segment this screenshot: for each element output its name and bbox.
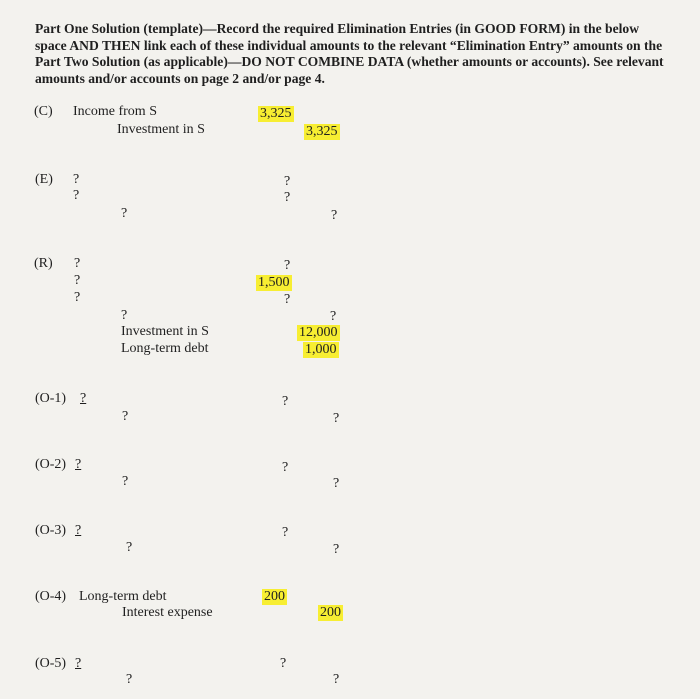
- entry-o1-debit-amount: ?: [282, 394, 289, 409]
- entry-r-debit-amount-2: 1,500: [258, 275, 290, 290]
- entry-r-debit-account-2: ?: [74, 273, 81, 288]
- entry-r-debit-amount-3: ?: [284, 292, 291, 307]
- entry-r-credit-account-3: Long-term debt: [121, 341, 209, 356]
- entry-o3-debit-account: ?: [75, 523, 82, 538]
- entry-o1-label: (O-1): [35, 391, 67, 406]
- entry-o5-debit-amount: ?: [280, 656, 287, 671]
- entry-o1-debit-account: ?: [80, 391, 87, 406]
- entry-o3-debit-amount: ?: [282, 525, 289, 540]
- entry-r-credit-account-1: ?: [121, 308, 128, 323]
- entry-r-credit-amount-1: ?: [330, 309, 337, 324]
- entry-o1-credit-account: ?: [122, 409, 129, 424]
- entry-o5-credit-amount: ?: [333, 672, 340, 687]
- entry-r-label: (R): [34, 256, 53, 271]
- entry-o3-credit-amount: ?: [333, 542, 340, 557]
- entry-o3-credit-account: ?: [126, 540, 133, 555]
- entry-o5-debit-account: ?: [75, 656, 82, 671]
- entry-c-debit-amount: 3,325: [260, 106, 292, 121]
- entry-c-label: (C): [34, 104, 53, 119]
- entry-o3-label: (O-3): [35, 523, 67, 538]
- entry-o2-credit-account: ?: [122, 474, 129, 489]
- entry-c-credit-amount: 3,325: [306, 124, 338, 139]
- entry-o4-debit-amount: 200: [264, 589, 285, 604]
- entry-e-label: (E): [35, 172, 53, 187]
- instructions-paragraph: Part One Solution (template)—Record the required Elimination Entries (in GOOD FORM) in the below space AND THEN link each of these individual amounts to the relevant “Elimination Entry” amounts on the Part Two Solution (as applicable)—DO NOT COMBINE DATA (whether amounts or accounts). See relevant amounts and/or accounts on page 2 and/or page 4.: [35, 21, 664, 86]
- entry-e-debit-amount-1: ?: [284, 174, 291, 189]
- entry-o4-credit-account: Interest expense: [122, 605, 213, 620]
- entry-e-credit-amount: ?: [331, 208, 338, 223]
- entry-r-debit-account-1: ?: [74, 256, 81, 271]
- entry-r-debit-account-3: ?: [74, 290, 81, 305]
- entry-c-debit-account: Income from S: [73, 104, 157, 119]
- entry-r-credit-amount-3: 1,000: [305, 342, 337, 357]
- entry-o2-debit-account: ?: [75, 457, 82, 472]
- entry-o4-label: (O-4): [35, 589, 67, 604]
- entry-e-debit-account-1: ?: [73, 172, 80, 187]
- entry-o4-credit-amount: 200: [320, 605, 341, 620]
- entry-o2-debit-amount: ?: [282, 460, 289, 475]
- entry-r-debit-amount-1: ?: [284, 258, 291, 273]
- entry-o4-debit-account: Long-term debt: [79, 589, 167, 604]
- entry-o2-credit-amount: ?: [333, 476, 340, 491]
- entry-r-credit-amount-2: 12,000: [299, 325, 338, 340]
- entry-o2-label: (O-2): [35, 457, 67, 472]
- entry-o5-credit-account: ?: [126, 672, 133, 687]
- entry-e-debit-amount-2: ?: [284, 190, 291, 205]
- entry-o1-credit-amount: ?: [333, 411, 340, 426]
- entry-e-credit-account: ?: [121, 206, 128, 221]
- entry-o5-label: (O-5): [35, 656, 67, 671]
- entry-e-debit-account-2: ?: [73, 188, 80, 203]
- entry-r-credit-account-2: Investment in S: [121, 324, 209, 339]
- entry-c-credit-account: Investment in S: [117, 122, 205, 137]
